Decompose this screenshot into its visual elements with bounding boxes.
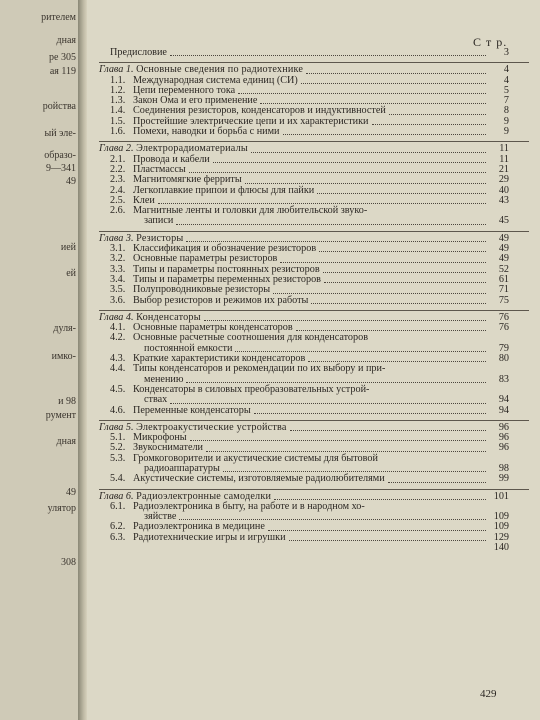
toc-entry-title: Предисловие: [110, 47, 167, 58]
toc-entry-continuation: [99, 216, 509, 226]
toc-entry-number: 3.5.: [110, 284, 126, 296]
toc-entry: [99, 406, 509, 416]
toc-entry-title: Закон Ома и его применение: [133, 95, 258, 107]
toc-entry-number: 5.4.: [110, 473, 126, 485]
toc-page-number: 5: [503, 84, 509, 96]
chapter-label: Глава 4.: [99, 311, 134, 323]
toc-entry-title-continued: зяйстве: [144, 511, 177, 523]
toc-entry-number: 2.4.: [110, 184, 126, 196]
toc-page-number: 7: [503, 95, 509, 107]
facing-page-fragment: [0, 0, 78, 720]
facing-page-text: ией: [60, 242, 76, 253]
facing-page-text: 49: [66, 176, 76, 187]
chapter-title: Конденсаторы: [136, 311, 201, 323]
toc-page-number: 11: [499, 153, 509, 165]
chapter-title: Электроакустические устройства: [136, 421, 287, 433]
chapter-label: Глава 6.: [99, 490, 134, 502]
facing-page-text: 9—341: [46, 163, 76, 174]
toc-entry-title-continued: радиоаппаратуры: [144, 462, 220, 474]
toc-entry-number: 3.3.: [110, 263, 126, 275]
toc-entry-number: 2.3.: [110, 174, 126, 186]
toc-entry-number: 1.5.: [110, 115, 126, 127]
toc-entry-title: Типы конденсаторов и рекомендации по их выбору и при-: [133, 363, 386, 375]
toc-entry-title: Основные параметры конденсаторов: [133, 322, 293, 334]
toc-page-number: 98: [498, 462, 509, 474]
toc-entry-number: 4.2.: [110, 332, 126, 344]
toc-entry-title: Соединения резисторов, конденсаторов и индуктивностей: [133, 105, 386, 117]
toc-entry-title: Переменные конденсаторы: [133, 404, 251, 416]
toc-page-number: 96: [498, 432, 509, 444]
toc-entry-title: Простейшие электрические цепи и их характеристики: [133, 115, 369, 127]
toc-entry-title: Магнитомягкие ферриты: [133, 174, 242, 186]
toc-entry-title: Пластмассы: [133, 163, 186, 175]
toc-page-number: 99: [498, 473, 509, 485]
toc-page-number: 76: [498, 311, 509, 323]
toc-entry-number: 6.3.: [110, 531, 126, 543]
toc-entry-title: Радиоэлектроника в медицине: [133, 521, 265, 533]
toc-entry-number: 2.1.: [110, 153, 126, 165]
toc-entry-number: 2.5.: [110, 194, 126, 206]
toc-entry-title: Основные расчетные соотношения для конденсаторов: [133, 332, 369, 344]
toc-entry-title: Цепи переменного тока: [133, 84, 236, 96]
toc-page-number: 94: [498, 394, 509, 406]
chapter-title: Резисторы: [136, 232, 184, 244]
toc-entry-title: Громкоговорители и акустические системы для бытовой: [133, 452, 378, 464]
toc-page-number: 109: [493, 511, 509, 523]
facing-page-text: дная: [56, 35, 76, 46]
toc-entry-title: Легкоплавкие припои и флюсы для пайки: [133, 184, 315, 196]
chapter-title: Радиоэлектронные самоделки: [136, 490, 272, 502]
toc-page-number: 52: [498, 263, 509, 275]
toc-entry-title: Выбор резисторов и режимов их работы: [133, 294, 309, 306]
toc-entry: [99, 48, 509, 58]
toc-entry-title: Конденсаторы в силовых преобразовательных устрой-: [133, 383, 370, 395]
toc-entry: [99, 186, 509, 196]
toc-entry-continuation: [99, 395, 509, 405]
toc-page-number: 9: [503, 126, 509, 138]
toc-page-number: 80: [498, 353, 509, 365]
toc-entry-title-continued: постоянной емкости: [144, 342, 233, 354]
toc-entry-number: 1.4.: [110, 105, 126, 117]
toc-page-number: 49: [498, 243, 509, 255]
toc-entry-title: Типы и параметры постоянных резисторов: [133, 263, 320, 275]
toc-page-number: 43: [498, 194, 509, 206]
toc-page-number: 94: [498, 404, 509, 416]
toc-page-number: 45: [498, 215, 509, 227]
chapter-label: Глава 2.: [99, 143, 134, 155]
toc-entry: [99, 127, 509, 137]
toc-page-number: 96: [498, 442, 509, 454]
toc-page-number: 11: [499, 143, 509, 155]
toc-page-number: 61: [498, 273, 509, 285]
facing-page-text: рителем: [41, 12, 76, 23]
table-of-contents: [99, 48, 509, 553]
toc-page-number: 21: [498, 163, 509, 175]
toc-entry-title: Краткие характеристики конденсаторов: [133, 353, 306, 365]
page-number: 429: [480, 688, 497, 700]
chapter-divider: [99, 141, 529, 142]
toc-page-number: 4: [503, 64, 509, 76]
toc-entry: [99, 474, 509, 484]
toc-page-number: 140: [493, 542, 509, 554]
toc-entry-number: 2.2.: [110, 163, 126, 175]
toc-page-number: 129: [493, 531, 509, 543]
toc-entry-title: Радиотехнические игры и игрушки: [133, 531, 286, 543]
toc-page-number: 101: [493, 490, 509, 502]
toc-entry-number: 4.3.: [110, 353, 126, 365]
toc-page-number: 79: [498, 342, 509, 354]
toc-entry-number: 1.2.: [110, 84, 126, 96]
toc-page-number: 40: [498, 184, 509, 196]
chapter-divider: [99, 62, 529, 63]
toc-entry-title: Помехи, наводки и борьба с ними: [133, 126, 280, 138]
toc-entry-number: 6.2.: [110, 521, 126, 533]
facing-page-text: ый эле-: [44, 128, 76, 139]
toc-entry-title: Классификация и обозначение резисторов: [133, 243, 317, 255]
toc-entry-number: 4.5.: [110, 383, 126, 395]
chapter-divider: [99, 489, 529, 490]
page-column-heading: С т р.: [473, 35, 508, 49]
book-gutter: [78, 0, 87, 720]
toc-entry-number: 5.3.: [110, 452, 126, 464]
toc-entry-number: 3.4.: [110, 273, 126, 285]
facing-page-text: ей: [66, 268, 76, 279]
facing-page-text: ая 119: [49, 66, 76, 77]
facing-page-text: дная: [56, 436, 76, 447]
toc-entry-title: Радиоэлектроника в быту, на работе и в народном хо-: [133, 500, 365, 512]
chapter-label: Глава 5.: [99, 421, 134, 433]
toc-entry-number: 4.1.: [110, 322, 126, 334]
toc-page-number: 109: [493, 521, 509, 533]
toc-entry-number: 3.2.: [110, 253, 126, 265]
toc-entry-title: Микрофоны: [133, 432, 187, 444]
toc-entry-number: 4.4.: [110, 363, 126, 375]
facing-page-text: и 98: [58, 396, 76, 407]
toc-page-number: 9: [503, 115, 509, 127]
toc-entry-title: Основные параметры резисторов: [133, 253, 278, 265]
facing-page-text: ройства: [42, 101, 76, 112]
toc-entry-title-continued: менению: [144, 373, 184, 385]
facing-page-text: 308: [61, 557, 76, 568]
toc-entry: [99, 296, 509, 306]
chapter-divider: [99, 310, 529, 311]
toc-page-number: 71: [498, 284, 509, 296]
toc-page-number: 76: [498, 322, 509, 334]
facing-page-text: образо-: [44, 150, 76, 161]
chapter-label: Глава 3.: [99, 232, 134, 244]
toc-page-number: 83: [498, 373, 509, 385]
toc-entry-number: 1.1.: [110, 74, 126, 86]
toc-entry: [99, 533, 509, 543]
toc-entry-number: 6.1.: [110, 500, 126, 512]
toc-entry-number: 2.6.: [110, 205, 126, 217]
toc-entry-title: Акустические системы, изготовляемые радиолюбителями: [133, 473, 385, 485]
toc-page-number: 8: [503, 105, 509, 117]
toc-entry-title: Типы и параметры переменных резисторов: [133, 273, 321, 285]
toc-page-number: 3: [503, 47, 509, 58]
toc-entry-title-continued: ствах: [144, 394, 168, 406]
toc-entry-title: Магнитные ленты и головки для любительской звуко-: [133, 205, 368, 217]
chapter-title: Основные сведения по радиотехнике: [136, 64, 304, 76]
toc-entry-title: Клеи: [133, 194, 155, 206]
toc-entry: [99, 543, 509, 553]
toc-entry-title: Международная система единиц (СИ): [133, 74, 298, 86]
toc-entry-number: 1.6.: [110, 126, 126, 138]
toc-entry-number: 3.6.: [110, 294, 126, 306]
toc-entry-number: 4.6.: [110, 404, 126, 416]
toc-entry-title-continued: записи: [144, 215, 174, 227]
toc-page-number: 75: [498, 294, 509, 306]
toc-entry-number: 3.1.: [110, 243, 126, 255]
toc-page-number: 49: [498, 232, 509, 244]
contents-page: [87, 0, 540, 720]
chapter-title: Электрорадиоматериалы: [136, 143, 248, 155]
toc-entry-title: Полупроводниковые резисторы: [133, 284, 271, 296]
toc-entry-title: Провода и кабели: [133, 153, 210, 165]
toc-entry-title: Звукосниматели: [133, 442, 204, 454]
toc-entry-number: 1.3.: [110, 95, 126, 107]
facing-page-text: имко-: [51, 351, 76, 362]
facing-page-text: ре 305: [49, 52, 76, 63]
chapter-divider: [99, 231, 529, 232]
toc-page-number: 96: [498, 421, 509, 433]
toc-entry-number: 5.1.: [110, 432, 126, 444]
toc-entry-number: 5.2.: [110, 442, 126, 454]
toc-page-number: 4: [503, 74, 509, 86]
toc-page-number: 29: [498, 174, 509, 186]
facing-page-text: 49: [66, 487, 76, 498]
toc-page-number: 49: [498, 253, 509, 265]
chapter-label: Глава 1.: [99, 64, 134, 76]
toc-entry: [99, 285, 509, 295]
facing-page-text: дуля-: [53, 323, 76, 334]
facing-page-text: румент: [45, 410, 76, 421]
chapter-divider: [99, 420, 529, 421]
facing-page-text: улятор: [47, 503, 76, 514]
